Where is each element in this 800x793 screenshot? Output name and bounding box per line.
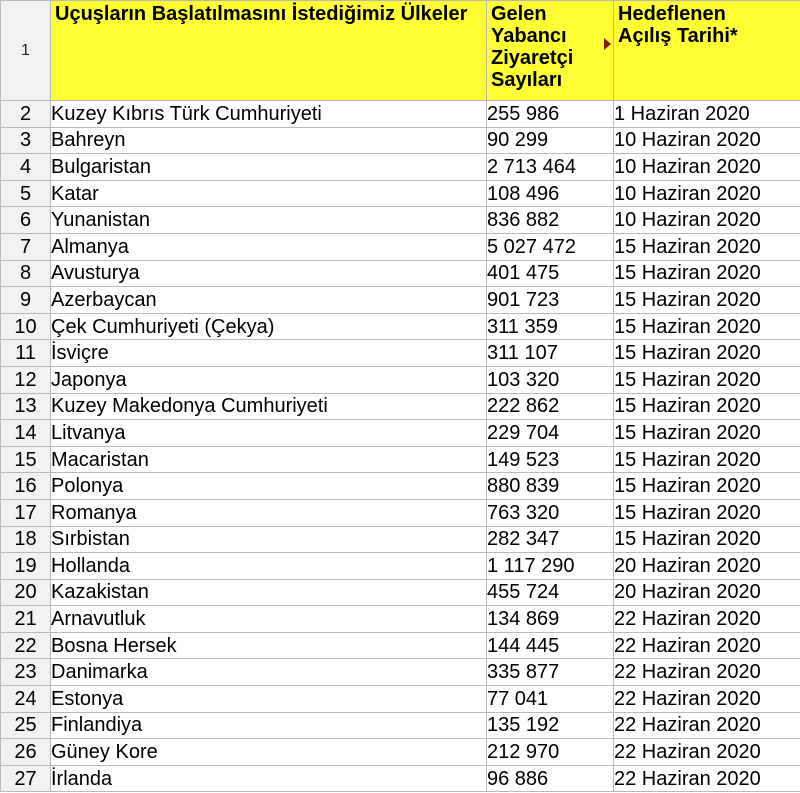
cell-country[interactable]: Arnavutluk — [51, 606, 487, 633]
cell-date[interactable]: 15 Haziran 2020 — [614, 446, 800, 473]
table-row — [1, 659, 800, 686]
cell-visitors[interactable]: 135 192 — [487, 712, 614, 739]
cell-date[interactable]: 10 Haziran 2020 — [614, 207, 800, 234]
table-row — [1, 127, 800, 154]
cell-visitors[interactable]: 311 359 — [487, 313, 614, 340]
table-row — [1, 686, 800, 713]
cell-country[interactable]: Kuzey Makedonya Cumhuriyeti — [51, 393, 487, 420]
cell-visitors[interactable]: 763 320 — [487, 499, 614, 526]
cell-country[interactable]: İsviçre — [51, 340, 487, 367]
cell-date[interactable]: 15 Haziran 2020 — [614, 340, 800, 367]
row-header[interactable]: 8 — [1, 260, 51, 287]
table-row — [1, 340, 800, 367]
table-row — [1, 579, 800, 606]
cell-country[interactable]: Litvanya — [51, 420, 487, 447]
table-row — [1, 420, 800, 447]
cell-visitors[interactable]: 455 724 — [487, 579, 614, 606]
cell-visitors[interactable]: 77 041 — [487, 686, 614, 713]
cell-date[interactable]: 22 Haziran 2020 — [614, 659, 800, 686]
row-header[interactable]: 24 — [1, 686, 51, 713]
row-header[interactable]: 21 — [1, 606, 51, 633]
cell-date[interactable]: 15 Haziran 2020 — [614, 526, 800, 553]
cell-visitors[interactable]: 222 862 — [487, 393, 614, 420]
cell-visitors[interactable]: 401 475 — [487, 260, 614, 287]
row-header[interactable]: 7 — [1, 233, 51, 260]
cell-date[interactable]: 15 Haziran 2020 — [614, 366, 800, 393]
table-row — [1, 553, 800, 580]
cell-visitors[interactable]: 282 347 — [487, 526, 614, 553]
row-header[interactable]: 1 — [1, 1, 51, 101]
table-row — [1, 473, 800, 500]
cell-date[interactable]: 15 Haziran 2020 — [614, 233, 800, 260]
cell-country[interactable]: Almanya — [51, 233, 487, 260]
cell-country[interactable]: Katar — [51, 180, 487, 207]
cell-visitors[interactable]: 1 117 290 — [487, 553, 614, 580]
row-header[interactable]: 4 — [1, 154, 51, 181]
cell-visitors[interactable]: 229 704 — [487, 420, 614, 447]
row-header[interactable]: 3 — [1, 127, 51, 154]
cell-country[interactable]: Japonya — [51, 366, 487, 393]
cell-date[interactable]: 1 Haziran 2020 — [614, 101, 800, 128]
cell-visitors[interactable]: 335 877 — [487, 659, 614, 686]
row-header[interactable]: 6 — [1, 207, 51, 234]
row-header[interactable]: 23 — [1, 659, 51, 686]
cell-country[interactable]: Bahreyn — [51, 127, 487, 154]
cell-visitors[interactable]: 5 027 472 — [487, 233, 614, 260]
header-cell-country[interactable]: Uçuşların Başlatılmasını İstediğimiz Ülkeler — [51, 1, 487, 101]
cell-date[interactable]: 15 Haziran 2020 — [614, 499, 800, 526]
cell-date[interactable]: 22 Haziran 2020 — [614, 686, 800, 713]
cell-country[interactable]: Bosna Hersek — [51, 632, 487, 659]
table-row — [1, 739, 800, 766]
row-header[interactable]: 22 — [1, 632, 51, 659]
row-header[interactable]: 18 — [1, 526, 51, 553]
cell-date[interactable]: 15 Haziran 2020 — [614, 287, 800, 314]
row-header[interactable]: 20 — [1, 579, 51, 606]
row-header[interactable]: 17 — [1, 499, 51, 526]
cell-country[interactable]: Polonya — [51, 473, 487, 500]
table-row — [1, 765, 800, 792]
cell-visitors[interactable]: 212 970 — [487, 739, 614, 766]
row-header[interactable]: 26 — [1, 739, 51, 766]
table-row — [1, 207, 800, 234]
cell-date[interactable]: 15 Haziran 2020 — [614, 260, 800, 287]
cell-country[interactable]: Yunanistan — [51, 207, 487, 234]
table-row — [1, 526, 800, 553]
cell-visitors[interactable]: 144 445 — [487, 632, 614, 659]
cell-visitors[interactable]: 108 496 — [487, 180, 614, 207]
cell-visitors[interactable]: 134 869 — [487, 606, 614, 633]
table-row — [1, 101, 800, 128]
table-row — [1, 260, 800, 287]
row-header[interactable]: 14 — [1, 420, 51, 447]
cell-visitors[interactable]: 149 523 — [487, 446, 614, 473]
cell-date[interactable]: 15 Haziran 2020 — [614, 313, 800, 340]
cell-date[interactable]: 10 Haziran 2020 — [614, 154, 800, 181]
cell-country[interactable]: İrlanda — [51, 765, 487, 792]
cell-visitors[interactable]: 255 986 — [487, 101, 614, 128]
row-header[interactable]: 19 — [1, 553, 51, 580]
table-row — [1, 313, 800, 340]
table-row — [1, 632, 800, 659]
cell-date[interactable]: 22 Haziran 2020 — [614, 632, 800, 659]
cell-country[interactable]: Kazakistan — [51, 579, 487, 606]
cell-visitors[interactable]: 90 299 — [487, 127, 614, 154]
cell-visitors[interactable]: 836 882 — [487, 207, 614, 234]
row-header[interactable]: 12 — [1, 366, 51, 393]
cell-visitors[interactable]: 2 713 464 — [487, 154, 614, 181]
row-header[interactable]: 11 — [1, 340, 51, 367]
cell-country[interactable]: Sırbistan — [51, 526, 487, 553]
row-header[interactable]: 5 — [1, 180, 51, 207]
table-row — [1, 233, 800, 260]
cell-visitors[interactable]: 311 107 — [487, 340, 614, 367]
cell-country[interactable]: Bulgaristan — [51, 154, 487, 181]
cell-visitors[interactable]: 880 839 — [487, 473, 614, 500]
table-row — [1, 180, 800, 207]
cell-country[interactable]: Danimarka — [51, 659, 487, 686]
table-row — [1, 366, 800, 393]
comment-indicator-icon[interactable] — [604, 38, 611, 50]
row-header[interactable]: 13 — [1, 393, 51, 420]
table-row — [1, 712, 800, 739]
header-cell-visitors[interactable]: Gelen Yabancı Ziyaretçi Sayıları — [487, 1, 614, 101]
cell-date[interactable]: 15 Haziran 2020 — [614, 393, 800, 420]
cell-date[interactable]: 15 Haziran 2020 — [614, 473, 800, 500]
table-row — [1, 393, 800, 420]
cell-visitors[interactable]: 103 320 — [487, 366, 614, 393]
cell-date[interactable]: 22 Haziran 2020 — [614, 712, 800, 739]
row-header[interactable]: 2 — [1, 101, 51, 128]
row-header[interactable]: 27 — [1, 765, 51, 792]
cell-date[interactable]: 15 Haziran 2020 — [614, 420, 800, 447]
cell-country[interactable]: Çek Cumhuriyeti (Çekya) — [51, 313, 487, 340]
cell-date[interactable]: 20 Haziran 2020 — [614, 553, 800, 580]
row-header[interactable]: 25 — [1, 712, 51, 739]
header-row — [1, 1, 800, 101]
cell-visitors[interactable]: 901 723 — [487, 287, 614, 314]
table-row — [1, 154, 800, 181]
cell-country[interactable]: Finlandiya — [51, 712, 487, 739]
cell-country[interactable]: Azerbaycan — [51, 287, 487, 314]
cell-visitors[interactable]: 96 886 — [487, 765, 614, 792]
cell-country[interactable]: Macaristan — [51, 446, 487, 473]
table-row — [1, 287, 800, 314]
row-header[interactable]: 9 — [1, 287, 51, 314]
header-cell-date[interactable]: Hedeflenen Açılış Tarihi* — [614, 1, 800, 101]
row-header[interactable]: 15 — [1, 446, 51, 473]
table-row — [1, 446, 800, 473]
table-row — [1, 499, 800, 526]
cell-country[interactable]: Avusturya — [51, 260, 487, 287]
cell-date[interactable]: 22 Haziran 2020 — [614, 765, 800, 792]
cell-country[interactable]: Hollanda — [51, 553, 487, 580]
row-header[interactable]: 10 — [1, 313, 51, 340]
cell-date[interactable]: 22 Haziran 2020 — [614, 739, 800, 766]
cell-date[interactable]: 10 Haziran 2020 — [614, 127, 800, 154]
table-row — [1, 606, 800, 633]
row-header[interactable]: 16 — [1, 473, 51, 500]
cell-country[interactable]: Estonya — [51, 686, 487, 713]
cell-date[interactable]: 22 Haziran 2020 — [614, 606, 800, 633]
cell-date[interactable]: 10 Haziran 2020 — [614, 180, 800, 207]
cell-country[interactable]: Romanya — [51, 499, 487, 526]
cell-country[interactable]: Güney Kore — [51, 739, 487, 766]
cell-date[interactable]: 20 Haziran 2020 — [614, 579, 800, 606]
cell-country[interactable]: Kuzey Kıbrıs Türk Cumhuriyeti — [51, 101, 487, 128]
